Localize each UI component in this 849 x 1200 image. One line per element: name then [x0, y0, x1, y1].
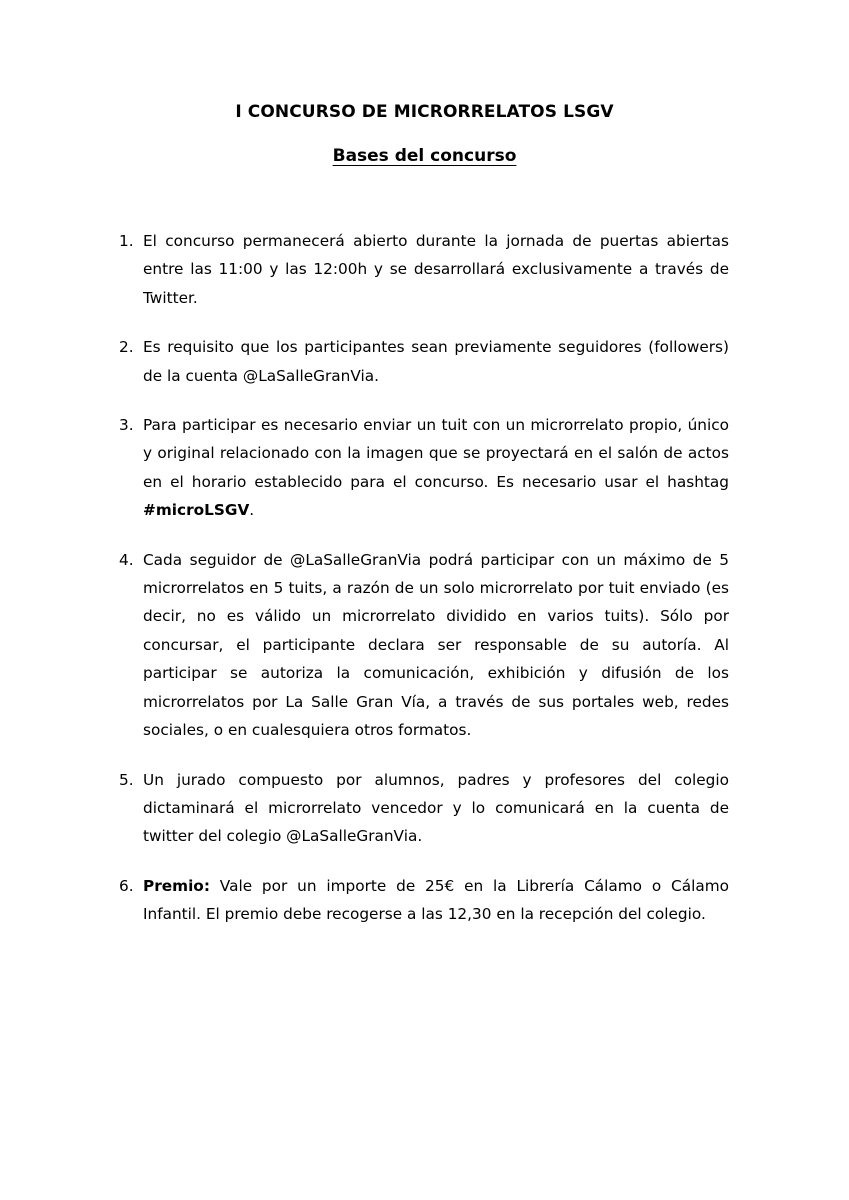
rule-number: 1.: [119, 232, 134, 250]
rules-list: [118, 227, 729, 950]
rule-text: [143, 877, 729, 923]
rule-number: 3.: [119, 416, 134, 435]
rule-text: [143, 416, 729, 519]
hashtag-text: #microLSGV: [143, 501, 250, 520]
rule-number: 6.: [119, 876, 134, 895]
rule-number: 2.: [119, 338, 134, 357]
rule-text: El concurso permanecerá abierto durante la jornada de puertas abiertas entre las 11:00 y las 12:00h y se desarrollará exclusivamente a través de Twitter.: [143, 232, 729, 307]
rule-item-5: [118, 766, 729, 851]
rule-item-3: [118, 411, 729, 525]
rule-number: 5.: [119, 770, 134, 789]
rule-text-end: .: [249, 501, 255, 520]
rule-text-main: Para participar es necesario enviar un tuit con un microrrelato propio, único y original relacionado con la imagen que se proyectará en el salón de actos en el horario establecido para el concurso. Es necesario usar el hashtag: [143, 416, 729, 491]
rule-text: Es requisito que los participantes sean previamente seguidores (followers) de la cuenta @LaSalleGranVia.: [143, 338, 729, 385]
prize-label: Premio:: [143, 876, 210, 895]
rule-item-1: [118, 227, 729, 312]
prize-text: Vale por un importe de 25€ en la Librería Cálamo o Cálamo Infantil. El premio debe recogerse a las 12,30 en la recepción del colegio.: [143, 876, 729, 924]
rule-number: 4.: [119, 550, 134, 569]
rule-text: Cada seguidor de @LaSalleGranVia podrá participar con un máximo de 5 microrrelatos en 5 tuits, a razón de un solo microrrelato por tuit enviado (es decir, no es válido un microrrelato dividido en varios tuits). Sólo por concursar, el participante declara ser responsable de su autoría. Al participar se autoriza la comunicación, exhibición y difusión de los microrrelatos por La Salle Gran Vía, a través de sus portales web, redes sociales, o en cualesquiera otros formatos.: [143, 550, 729, 740]
document-subtitle: Bases del concurso: [332, 146, 517, 166]
document-title: I CONCURSO DE MICRORRELATOS LSGV: [235, 102, 614, 122]
rule-text: Un jurado compuesto por alumnos, padres y profesores del colegio dictaminará el microrrelato vencedor y lo comunicará en la cuenta de twitter del colegio @LaSalleGranVia.: [143, 770, 729, 846]
rule-item-2: [118, 333, 729, 390]
rule-item-6: [118, 872, 729, 929]
rule-item-4: [118, 546, 729, 745]
